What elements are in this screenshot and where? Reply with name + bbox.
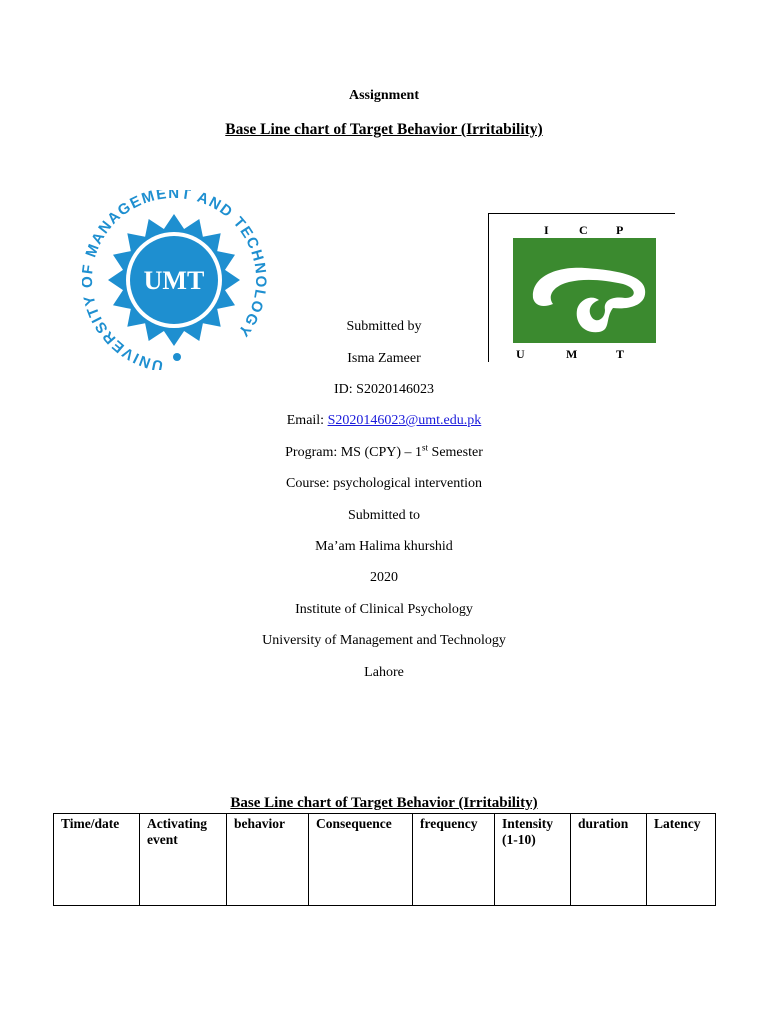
email-line [0, 413, 768, 429]
icp-logo [488, 213, 675, 362]
icp-letter: P [616, 223, 624, 237]
column-header: Consequence [309, 814, 413, 906]
table-header-row [54, 814, 716, 906]
email-link[interactable]: S2020146023@umt.edu.pk [327, 413, 482, 428]
course-line: Course: psychological intervention [286, 476, 482, 491]
column-header: Time/date [54, 814, 140, 906]
umt-center-text: UMT [143, 266, 205, 295]
chart-title: Base Line chart of Target Behavior (Irritability) [230, 795, 538, 811]
program-suffix: Semester [428, 445, 483, 460]
column-header: Latency [647, 814, 716, 906]
column-header: behavior [227, 814, 309, 906]
email-label: Email: [286, 413, 328, 428]
submitted-to-label: Submitted to [348, 508, 420, 523]
student-id: ID: S2020146023 [334, 382, 434, 397]
umt-logo-graphic [82, 190, 282, 370]
submitted-by-label: Submitted by [346, 319, 422, 334]
icp-letter: M [566, 347, 578, 361]
baseline-chart-table [53, 813, 716, 906]
umt-logo [82, 190, 282, 370]
program-line [0, 442, 768, 461]
city: Lahore [364, 665, 404, 680]
student-name: Isma Zameer [347, 351, 421, 366]
icp-letter: T [616, 347, 625, 361]
column-header: frequency [413, 814, 495, 906]
icp-letter: C [579, 223, 588, 237]
year: 2020 [370, 570, 398, 585]
column-header: Intensity (1-10) [495, 814, 571, 906]
program-superscript: st [422, 442, 429, 453]
program-prefix: Program: MS (CPY) – 1 [285, 445, 423, 460]
instructor-name: Ma’am Halima khurshid [315, 539, 453, 554]
umt-ring-text: UNIVERSITY MANAGEMENT AND TECHNOLOGY [82, 190, 270, 370]
assignment-label: Assignment [348, 88, 419, 103]
icp-letter: I [544, 223, 549, 237]
column-header: duration [571, 814, 647, 906]
column-header: Activating event [140, 814, 227, 906]
document-title: Base Line chart of Target Behavior (Irritability) [225, 121, 543, 138]
icp-letter: U [516, 347, 525, 361]
institute-name: Institute of Clinical Psychology [295, 602, 473, 617]
university-name: University of Management and Technology [262, 633, 506, 648]
